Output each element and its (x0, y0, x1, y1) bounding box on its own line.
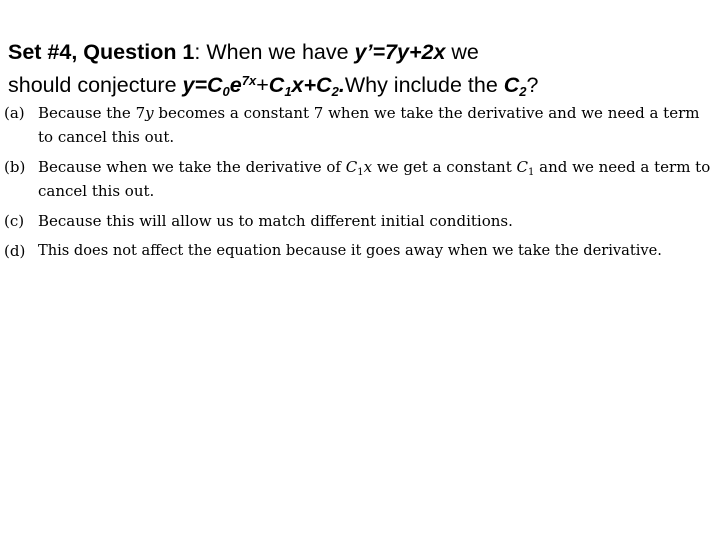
option-c-marker: (c) (4, 212, 25, 230)
title-text: : When we have (194, 40, 355, 64)
title-line-1 (8, 36, 714, 69)
option-b-text: Because when we take the derivative of $C_1x$ we get a constant $C_1$ and we need a term to cancel this out. (38, 158, 711, 200)
question-title (8, 36, 714, 102)
option-b-marker: (b) (4, 158, 26, 176)
option-c (4, 209, 716, 233)
conjecture-expression-tail: $C_1x+C_2$. (268, 73, 345, 99)
option-b (4, 155, 716, 203)
option-a-text: Because the 7y becomes a constant 7 when we take the derivative and we need a term to cancel this out. (38, 104, 700, 146)
option-a-marker: (a) (4, 104, 25, 122)
title-text-we: we (445, 40, 479, 64)
question-mark: ? (526, 73, 539, 97)
title-text-conjecture: should conjecture (8, 73, 183, 97)
title-line-2 (8, 69, 714, 102)
option-d-text: This does not affect the equation because it goes away when we take the derivative. (38, 242, 662, 259)
conjecture-expression: $y=C_0e^{7x}$ (182, 72, 257, 99)
option-d (4, 239, 716, 263)
option-d-marker: (d) (4, 242, 26, 260)
ask-constant: $C_2$ (503, 73, 527, 99)
option-c-text: Because this will allow us to match different initial conditions. (38, 212, 513, 230)
plus-sign: + (256, 73, 269, 97)
question-label: Set #4, Question 1 (8, 40, 195, 64)
title-text-ask: Why include the (344, 73, 504, 97)
option-a (4, 101, 716, 149)
ode-expression: y’=7y+2x (354, 40, 446, 64)
answer-options (4, 101, 716, 269)
